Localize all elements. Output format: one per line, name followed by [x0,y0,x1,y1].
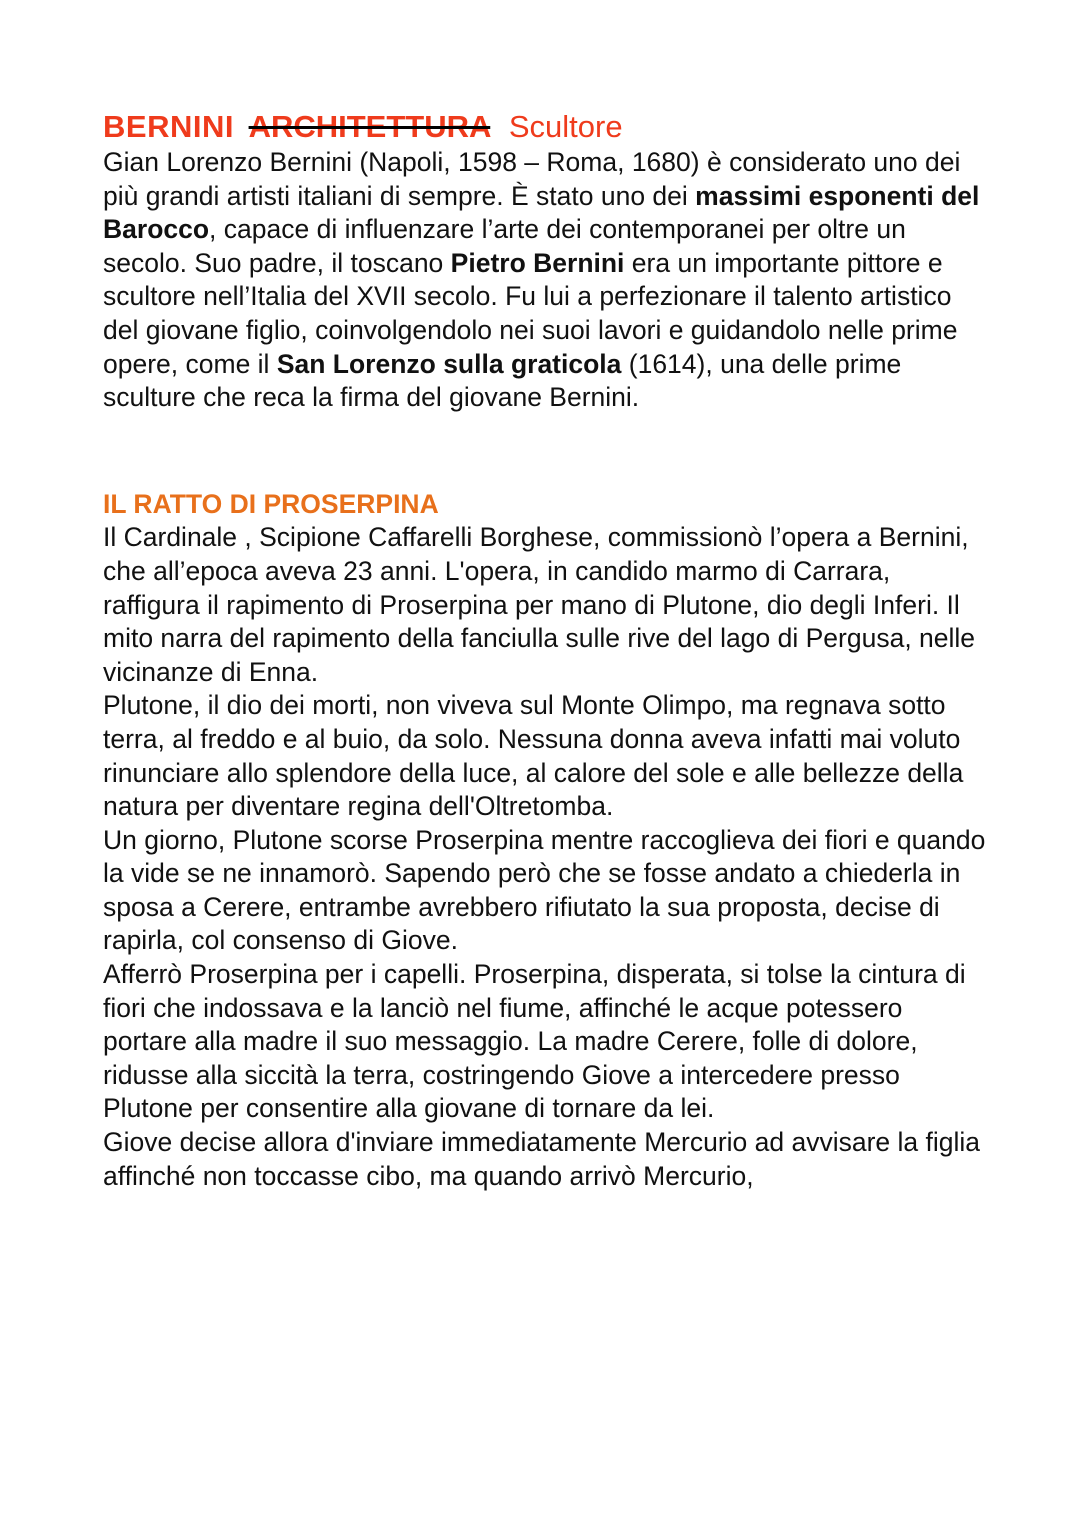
intro-text-2: , capace di influenzare l’arte dei contemporanei per oltre un secolo. Suo padre, il toscano [103,214,906,278]
document-page [103,108,993,1193]
intro-bold-2: Pietro Bernini [450,247,625,278]
intro-paragraph [103,146,993,415]
intro-text-1: Gian Lorenzo Bernini (Napoli, 1598 – Roma, 1680) è considerato uno dei più grandi artisti italiani di sempre. È stato uno dei [103,147,961,211]
intro-text-4: (1614), una delle prime sculture che reca la firma del giovane Bernini. [103,348,902,413]
section-paragraph-5: Giove decise allora d'inviare immediatamente Mercurio ad avvisare la figlia affinché non toccasse cibo, ma quando arrivò Mercurio, [103,1127,981,1191]
section-heading: IL RATTO DI PROSERPINA [103,488,439,519]
section-paragraph-2: Plutone, il dio dei morti, non viveva sul Monte Olimpo, ma regnava sotto terra, al freddo e al buio, da solo. Nessuna donna aveva infatti mai voluto rinunciare allo splendore della luce, al calore del sole e alle bellezze della natura per diventare regina dell'Oltretomba. [103,690,964,822]
section-paragraph-1: Il Cardinale , Scipione Caffarelli Borghese, commissionò l’opera a Bernini, che all’epoca aveva 23 anni. L'opera, in candido marmo di Carrara, raffigura il rapimento di Proserpina per mano di Plutone, dio degli Inferi. Il mito narra del rapimento della fanciulla sulle rive del lago di Pergusa, nelle vicinanze di Enna. [103,522,976,687]
section-paragraph-3: Un giorno, Plutone scorse Proserpina mentre raccoglieva dei fiori e quando la vide se ne innamorò. Sapendo però che se fosse andato a chiederla in sposa a Cerere, entrambe avrebbero rifiutato la sua proposta, decise di rapirla, col consenso di Giove. [103,824,986,956]
title-main: BERNINI [103,109,234,144]
title-subtitle: Scultore [508,109,623,144]
intro-bold-3: San Lorenzo sulla graticola [276,348,622,379]
page-title [103,108,993,146]
intro-bold-1: massimi esponenti del Barocco [103,180,980,245]
section-paragraph-4: Afferrò Proserpina per i capelli. Proserpina, disperata, si tolse la cintura di fiori che indossava e la lanciò nel fiume, affinché le acque potessero portare alla madre il suo messaggio. La madre Cerere, folle di dolore, ridusse alla siccità la terra, costringendo Giove a intercedere presso Plutone per consentire alla giovane di tornare da lei. [103,959,966,1124]
intro-text-3: era un importante pittore e scultore nell’Italia del XVII secolo. Fu lui a perfezionare il talento artistico del giovane figlio, coinvolgendolo nei suoi lavori e guidandolo nelle prime opere, come il [103,247,958,379]
title-struck-word: ARCHITETTURA [248,109,491,144]
